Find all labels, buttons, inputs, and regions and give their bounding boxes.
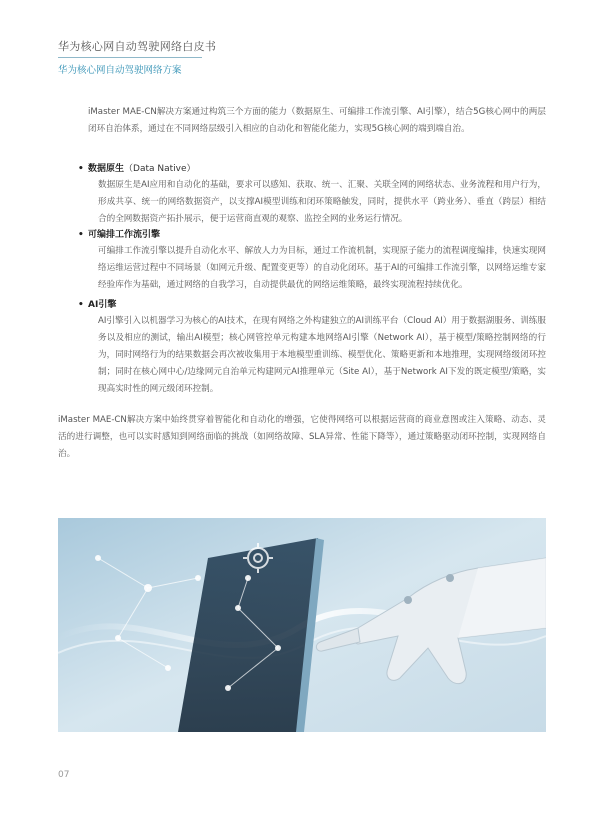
bullet-marker: • [78,230,84,240]
bullet-title: 数据原生 [88,164,125,174]
header-rule [58,57,202,58]
bullet-title: AI引擎 [88,300,117,310]
bullet-heading-data-native [78,162,196,176]
bullet-body-workflow-engine: 可编排工作流引擎以提升自动化水平、解放人力为目标，通过工作流机制，实现原子能力的流程调度编排，快速实现网络运维运营过程中不同场景（如网元升级、配置变更等）的自动化闭环。基于AI的可编排工作流引擎，以网络运维专家经验库作为基础，通过网络的自我学习，自动提供最优的网络运维策略，最终实现流程持续优化。 [98,246,546,290]
robot-hand-touching-screen-illustration [58,518,546,732]
bullet-heading-workflow-engine [78,228,160,242]
closing-paragraph: iMaster MAE-CN解决方案中始终贯穿着智能化和自动化的增强，它使得网络可以根据运营商的商业意图或注入策略、动态、灵活的进行调整，也可以实时感知到网络面临的挑战（如网络故障、SLA异常、性能下降等），通过策略驱动闭环控制，实现网络自治。 [58,415,546,459]
bullet-marker: • [78,164,84,174]
bullet-title: 可编排工作流引擎 [88,230,161,240]
bullet-title-note: （Data Native） [124,164,196,174]
bullet-body-ai-engine: AI引擎引入以机器学习为核心的AI技术，在现有网络之外构建独立的AI训练平台（Cloud AI）用于数据湖服务、训练服务以及相应的测试，输出AI模型；核心网管控单元构建本地网络AI引擎（Network AI），基于模型/策略控制网络的行为，同时网络行为的结果数据会再次被收集用于本地模型重训练、模型优化、策略更新和本地推理，实现网络级闭环控制；同时在核心网中心/边缘网元自治单元构建网元AI推理单元（Site AI），基于Network AI下发的既定模型/策略，实现高实时性的网元级闭环控制。 [98,316,546,394]
bullet-marker: • [78,300,84,310]
header-subtitle: 华为核心网自动驾驶网络方案 [58,65,182,76]
header-title: 华为核心网自动驾驶网络白皮书 [58,40,217,53]
intro-paragraph: iMaster MAE-CN解决方案通过构筑三个方面的能力（数据原生、可编排工作流引擎、AI引擎），结合5G核心网中的两层闭环自治体系，通过在不同网络层级引入相应的自动化和智能化能力，实现5G核心网的端到端自治。 [88,107,546,134]
page-number: 07 [58,770,70,780]
illustration-image [58,518,546,732]
bullet-heading-ai-engine [78,298,116,312]
bullet-body-data-native: 数据原生是AI应用和自动化的基础，要求可以感知、获取、统一、汇聚、关联全网的网络状态、业务流程和用户行为，形成共享、统一的网络数据资产，以支撑AI模型训练和闭环策略触发，同时，提供水平（跨业务）、垂直（跨层）相结合的全网数据资产拓扑展示，便于运营商直观的观察、监控全网的业务运行情况。 [98,180,546,224]
